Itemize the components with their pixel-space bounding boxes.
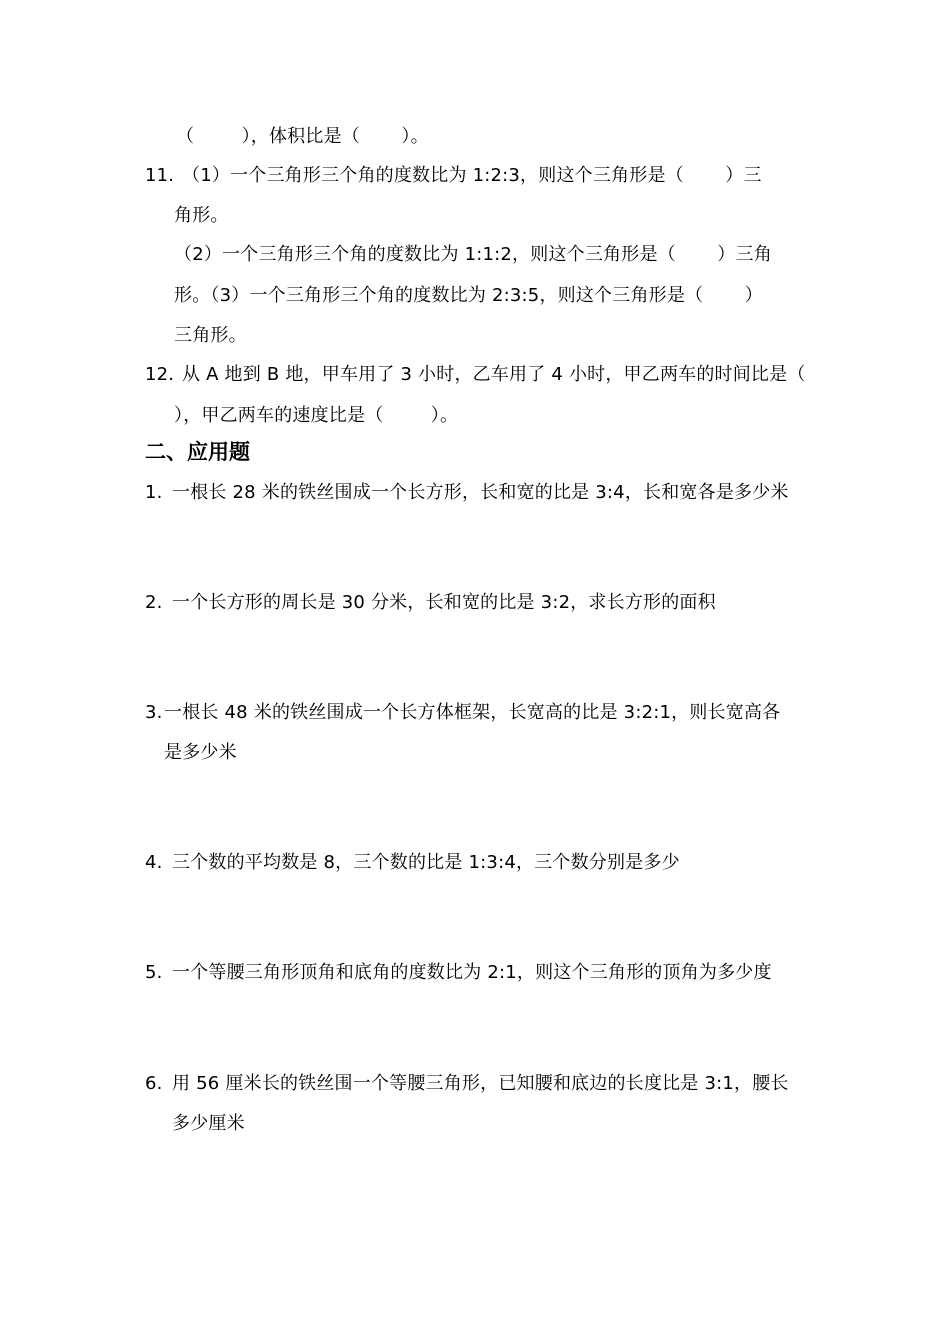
problem-4-text: 三个数的平均数是 8，三个数的比是 1:3:4，三个数分别是多少 [172, 852, 680, 873]
problem-1-text: 一根长 28 米的铁丝围成一个长方形，长和宽的比是 3:4，长和宽各是多少米 [172, 482, 789, 503]
q11-part1-line1: （1）一个三角形三个角的度数比为 1:2:3，则这个三角形是（ ）三 [182, 165, 762, 186]
q12-number: 12. [145, 364, 175, 385]
q11-part1-line2: 角形。 [174, 205, 229, 226]
problem-1-number: 1. [145, 482, 163, 503]
section-heading: 二、应用题 [145, 440, 250, 464]
problem-6-number: 6. [145, 1073, 163, 1094]
problem-5-text: 一个等腰三角形顶角和底角的度数比为 2:1，则这个三角形的顶角为多少度 [172, 962, 772, 983]
problem-2-text: 一个长方形的周长是 30 分米，长和宽的比是 3:2，求长方形的面积 [172, 592, 716, 613]
q11-part2-line2: 形。（3）一个三角形三个角的度数比为 2:3:5，则这个三角形是（ ） [174, 285, 763, 306]
problem-6-text: 用 56 厘米长的铁丝围一个等腰三角形，已知腰和底边的长度比是 3:1，腰长 [172, 1073, 789, 1094]
problem-3-number: 3. [145, 702, 163, 723]
problem-4-number: 4. [145, 852, 163, 873]
problem-5-number: 5. [145, 962, 163, 983]
q12-line2: ），甲乙两车的速度比是（ ）。 [174, 405, 459, 426]
q11-part3-line2: 三角形。 [174, 325, 247, 346]
q10-continuation: （ ），体积比是（ ）。 [176, 126, 429, 147]
problem-3-text-line2: 是多少米 [164, 742, 237, 763]
q11-part2-line1: （2）一个三角形三个角的度数比为 1:1:2，则这个三角形是（ ）三角 [174, 244, 772, 265]
problem-6-text-line2: 多少厘米 [172, 1113, 245, 1134]
q11-number: 11. [145, 165, 175, 186]
q12-line1: 从 A 地到 B 地，甲车用了 3 小时，乙车用了 4 小时，甲乙两车的时间比是（ [182, 364, 806, 385]
problem-3-text: 一根长 48 米的铁丝围成一个长方体框架，长宽高的比是 3:2:1，则长宽高各 [164, 702, 781, 723]
problem-2-number: 2. [145, 592, 163, 613]
